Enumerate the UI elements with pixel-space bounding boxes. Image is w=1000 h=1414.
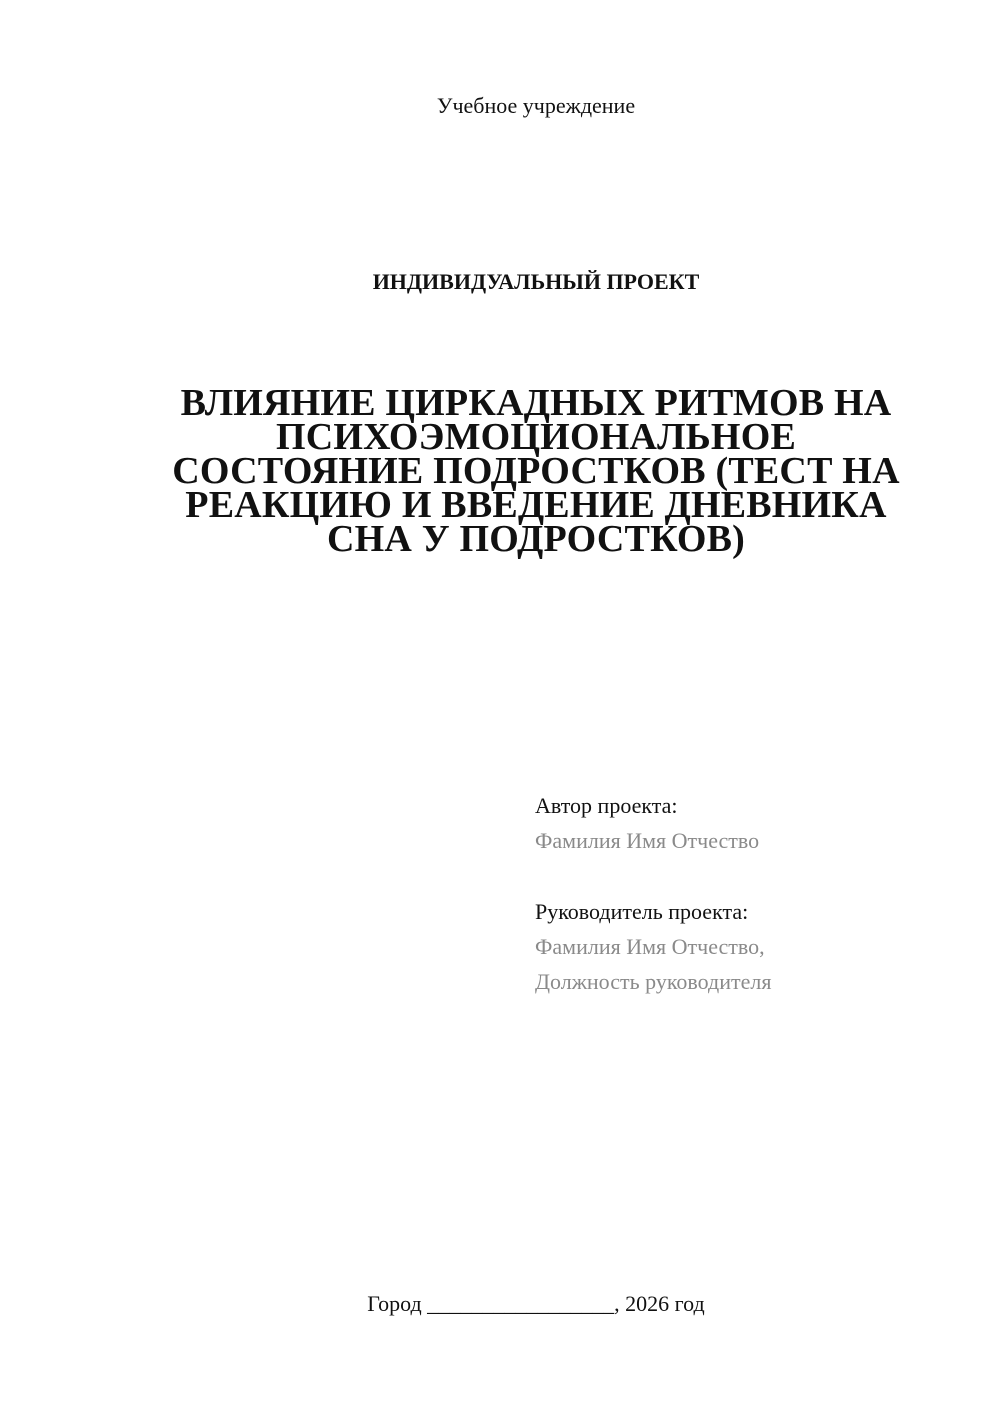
project-title-line: РЕАКЦИЮ И ВВЕДЕНИЕ ДНЕВНИКА <box>185 484 887 526</box>
institution-name: Учебное учреждение <box>436 93 636 118</box>
project-title <box>160 382 912 560</box>
supervisor-block <box>535 894 955 999</box>
city-year-line: Город _________________, 2026 год <box>367 1291 705 1316</box>
supervisor-position-placeholder: Должность руководителя <box>535 969 772 994</box>
supervisor-name-placeholder: Фамилия Имя Отчество, <box>535 934 765 959</box>
author-name-placeholder: Фамилия Имя Отчество <box>535 828 760 853</box>
author-label: Автор проекта: <box>535 793 678 818</box>
project-title-line: СНА У ПОДРОСТКОВ) <box>326 518 746 560</box>
project-type-heading: ИНДИВИДУАЛЬНЫЙ ПРОЕКТ <box>372 269 700 294</box>
project-title-line: ПСИХОЭМОЦИОНАЛЬНОЕ <box>276 416 796 458</box>
author-block <box>535 788 955 858</box>
project-title-line: СОСТОЯНИЕ ПОДРОСТКОВ (ТЕСТ НА <box>172 450 900 492</box>
project-title-line: ВЛИЯНИЕ ЦИРКАДНЫХ РИТМОВ НА <box>180 382 892 424</box>
supervisor-label: Руководитель проекта: <box>535 899 749 924</box>
